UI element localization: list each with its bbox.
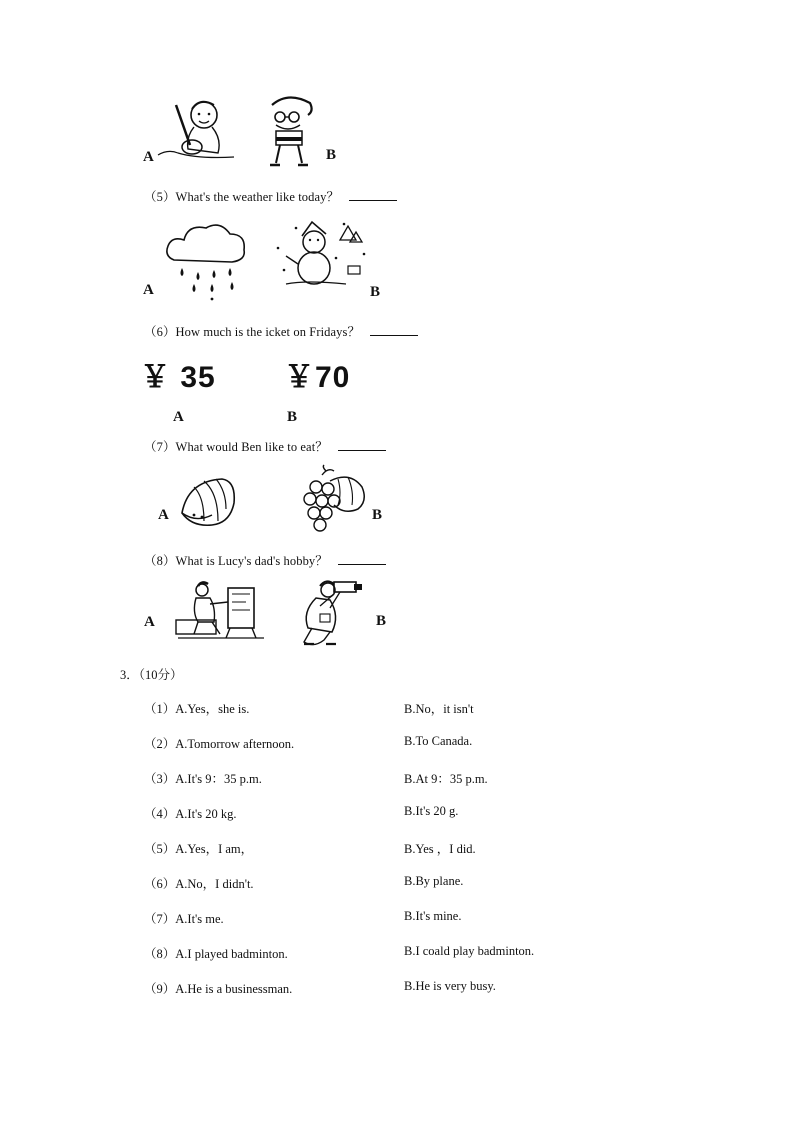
answer-option-b[interactable]: B.Yes ，I did.	[404, 842, 476, 856]
answer-row	[144, 699, 644, 719]
answer-row	[144, 839, 644, 859]
question-8-text: （8）What is Lucy's dad's hobby？	[144, 554, 328, 568]
q7-option-b-label: B	[372, 507, 383, 523]
q6-option-a-label: A	[173, 409, 184, 425]
answer-option-a[interactable]: （4）A.It's 20 kg.	[144, 807, 237, 821]
q5-option-a-label: A	[143, 282, 154, 298]
answer-row	[144, 874, 644, 894]
q6-option-b-label: B	[287, 409, 298, 425]
answer-row	[144, 979, 644, 999]
q8-option-b-label: B	[376, 613, 387, 629]
watermelon-image	[174, 473, 240, 529]
answer-option-b[interactable]: B.By plane.	[404, 874, 464, 888]
question-5-text: （5）What's the weather like today？	[144, 190, 340, 204]
question-6	[144, 322, 418, 340]
answer-blank-8[interactable]	[338, 554, 386, 565]
answer-option-a[interactable]: （1）A.Yes，she is.	[144, 702, 250, 716]
answer-blank-6[interactable]	[370, 325, 418, 336]
answer-row	[144, 769, 644, 789]
q6-option-b-price: ￥70	[284, 361, 351, 394]
boy-playing-guitar-image	[154, 97, 234, 165]
man-taking-photo-image	[290, 578, 370, 652]
man-painting-image	[172, 580, 268, 642]
answer-option-b[interactable]: B.No，it isn't	[404, 702, 474, 716]
q4-option-a-label: A	[143, 149, 154, 165]
question-5	[144, 187, 397, 205]
answer-option-b[interactable]: B.To Canada.	[404, 734, 473, 748]
grapes-and-fruit-image	[296, 465, 368, 537]
answer-row	[144, 734, 644, 754]
answer-option-a[interactable]: （3）A.It's 9：35 p.m.	[144, 772, 262, 786]
question-7	[144, 437, 386, 455]
answer-option-a[interactable]: （2）A.Tomorrow afternoon.	[144, 737, 295, 751]
answer-row	[144, 909, 644, 929]
section-3-heading: 3．（10分）	[120, 668, 183, 682]
question-6-text: （6）How much is the icket on Fridays？	[144, 325, 361, 339]
q4-options	[140, 95, 400, 175]
q5-option-b-label: B	[370, 284, 381, 300]
q7-option-a-label: A	[158, 507, 169, 523]
answer-option-a[interactable]: （5）A.Yes，I am，	[144, 842, 254, 856]
answer-option-b[interactable]: B.It's 20 g.	[404, 804, 459, 818]
answer-option-a[interactable]: （7）A.It's me.	[144, 912, 224, 926]
rainy-cloud-image	[162, 222, 252, 300]
answer-option-b[interactable]: B.I coald play badminton.	[404, 944, 535, 958]
q8-options	[140, 578, 400, 656]
answer-option-a[interactable]: （8）A.I played badminton.	[144, 947, 288, 961]
question-8	[144, 551, 386, 569]
q5-options	[140, 218, 400, 303]
answer-option-b[interactable]: B.He is very busy.	[404, 979, 496, 993]
answer-option-a[interactable]: （9）A.He is a businessman.	[144, 982, 293, 996]
answer-blank-5[interactable]	[349, 190, 397, 201]
question-7-text: （7）What would Ben like to eat？	[144, 440, 328, 454]
answer-row	[144, 944, 644, 964]
boy-with-glasses-image	[262, 95, 322, 169]
snowman-image	[266, 218, 376, 298]
q7-options	[150, 465, 400, 540]
answer-row	[144, 804, 644, 824]
q4-option-b-label: B	[326, 147, 337, 163]
q6-option-a-price: ￥ 35	[140, 361, 216, 394]
q8-option-a-label: A	[144, 614, 155, 630]
answer-blank-7[interactable]	[338, 440, 386, 451]
answer-option-b[interactable]: B.At 9：35 p.m.	[404, 772, 488, 786]
answer-option-b[interactable]: B.It's mine.	[404, 909, 462, 923]
answer-option-a[interactable]: （6）A.No，I didn't.	[144, 877, 254, 891]
